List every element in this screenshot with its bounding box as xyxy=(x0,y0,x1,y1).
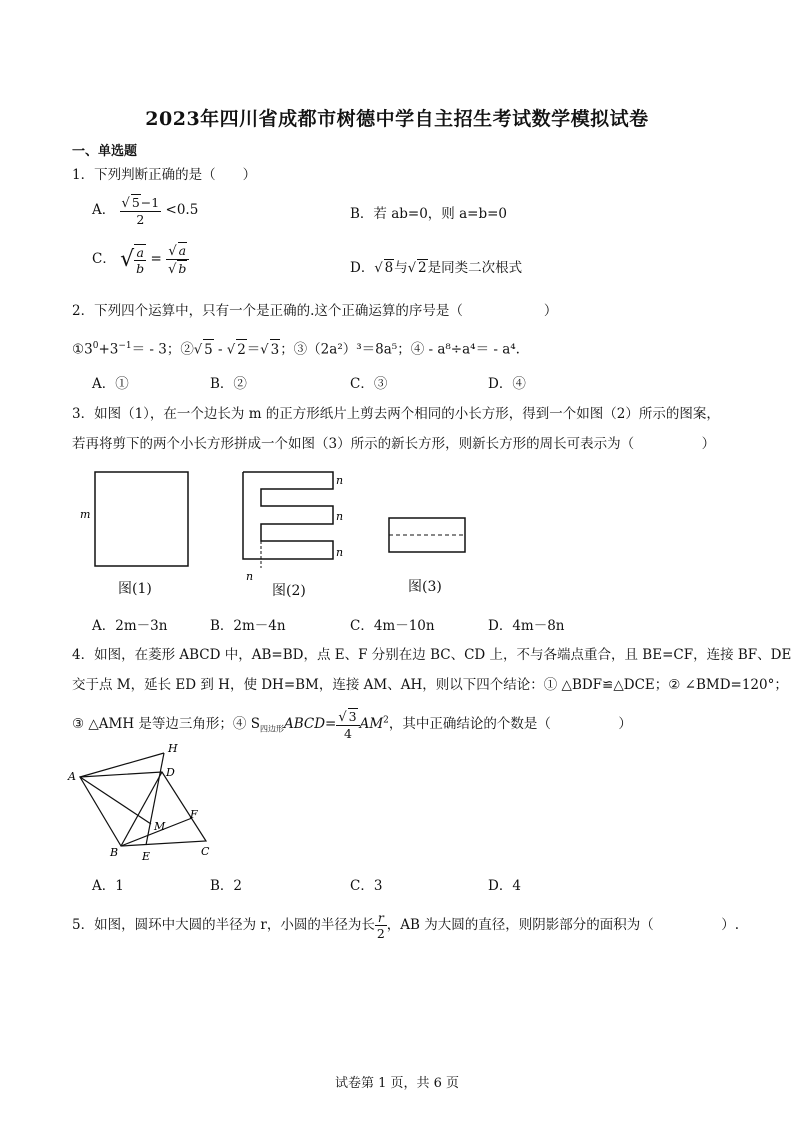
point-h-label: H xyxy=(168,742,178,755)
point-d-label: D xyxy=(166,766,175,779)
q4-option-b[interactable]: B．2 xyxy=(210,878,243,894)
q3-option-a[interactable]: A．2m－3n xyxy=(92,618,168,634)
fraction: $\frac{a}{b}$ xyxy=(136,244,145,276)
text: 是同类二次根式 xyxy=(427,260,523,276)
q1-option-c[interactable]: C． √ $\frac{a}{b}$ = $\frac{√ a}{√ b}$ xyxy=(92,242,189,277)
point-f-label: F xyxy=(190,808,198,821)
label-n: n xyxy=(246,570,254,583)
q3-line1: 3．如图（1），在一个边长为 m 的正方形纸片上剪去两个相同的小长方形，得到一个如图（2）所示的图案， xyxy=(72,406,720,422)
figure1-square xyxy=(95,472,188,566)
option-label: D． xyxy=(350,260,375,276)
figure2-shape xyxy=(243,472,333,559)
q2-option-b[interactable]: B．② xyxy=(210,376,247,392)
q2-option-a[interactable]: A．① xyxy=(92,376,129,392)
point-b-label: B xyxy=(110,846,119,859)
q4-option-a[interactable]: A．1 xyxy=(92,878,124,894)
q1-option-b[interactable]: B．若 ab=0，则 a=b=0 xyxy=(350,206,507,222)
q1-option-a[interactable] xyxy=(92,194,198,227)
radicand: 8 xyxy=(384,260,394,276)
q3-option-b[interactable]: B．2m－4n xyxy=(210,618,286,634)
caption-fig2: 图(2) xyxy=(272,583,306,599)
label-n: n xyxy=(336,474,344,487)
q2-option-d[interactable]: D．④ xyxy=(488,376,526,392)
q4-option-d[interactable]: D．4 xyxy=(488,878,521,894)
radicand: 5 xyxy=(131,195,140,210)
fraction: $\frac{√ a}{√ b}$ xyxy=(166,242,189,277)
q2-option-c[interactable]: C．③ xyxy=(350,376,388,392)
label-n: n xyxy=(336,510,344,523)
q3-line2: 若再将剪下的两个小长方形拼成一个如图（3）所示的新长方形，则新长方形的周长可表示为（ ） xyxy=(72,436,716,452)
segment-ah xyxy=(80,753,164,777)
q4-option-c[interactable]: C．3 xyxy=(350,878,383,894)
option-label: C． xyxy=(92,251,116,267)
q3-option-c[interactable]: C．4m－10n xyxy=(350,618,435,634)
section-heading: 一、单选题 xyxy=(72,144,138,159)
q3-option-d[interactable]: D．4m－8n xyxy=(488,618,565,634)
point-m-label: M xyxy=(154,820,166,833)
point-a-label: A xyxy=(68,770,76,783)
frac-den: 2 xyxy=(136,212,145,227)
q4-line2: 交于点 M，延长 ED 到 H，使 DH=BM，连接 AM、AH，则以下四个结论：① △BDF≌△DCE；② ∠BMD=120°； xyxy=(72,677,788,693)
page-title: 2023年四川省成都市树德中学自主招生考试数学模拟试卷 xyxy=(145,108,649,130)
rhombus-abcd xyxy=(80,772,206,846)
option-tail: <0.5 xyxy=(165,202,199,218)
point-c-label: C xyxy=(201,845,210,858)
q4-line1: 4．如图，在菱形 ABCD 中，AB=BD，点 E、F 分别在边 BC、CD 上，不与各端点重合，且 BE=CF，连接 BF、DE xyxy=(72,647,792,663)
q5-stem: 5．如图，圆环中大圆的半径为 r，小圆的半径为长 $\frac{r}{2}$ ，AB 为大圆的直径，则阴影部分的面积为（ ）. xyxy=(72,910,740,941)
q2-expressions: $①3^0+3^{-1}= - 3$；②√ 5 - √ 2＝√ 3；③（2a²）³＝8a⁵；④ - a⁸÷a⁴＝ - a⁴. xyxy=(72,336,520,361)
radicand: 2 xyxy=(418,260,427,276)
caption-fig3: 图(3) xyxy=(408,579,442,595)
point-e-label: E xyxy=(142,850,151,863)
label-n: n xyxy=(336,546,344,559)
fraction: $\frac{√ 5-1}{2}$ xyxy=(121,195,160,227)
q4-line3: ③ △AMH 是等边三角形；④ $S_{四边形}ABCD=$ $\frac{√ 3}{4}$ $AM^2$，其中正确结论的个数是（ ） xyxy=(72,709,632,741)
frac-minus: −1 xyxy=(140,195,160,210)
segment-bd xyxy=(121,772,162,846)
segment-am xyxy=(80,777,151,824)
q1-option-d[interactable]: D．√ 8与√ 2是同类二次根式 xyxy=(350,260,523,276)
page-footer: 试卷第 1 页，共 6 页 xyxy=(334,1076,460,1091)
q1-stem: 1．下列判断正确的是（ ） xyxy=(72,167,257,183)
equals: = xyxy=(150,251,162,267)
q2-stem: 2．下列四个运算中，只有一个是正确的.这个正确运算的序号是（ ） xyxy=(72,303,558,319)
text: 与 xyxy=(394,260,408,276)
caption-fig1: 图(1) xyxy=(118,581,152,597)
option-label: A． xyxy=(92,202,116,218)
label-m: m xyxy=(80,508,91,521)
q4-rhombus-figure xyxy=(66,740,226,865)
